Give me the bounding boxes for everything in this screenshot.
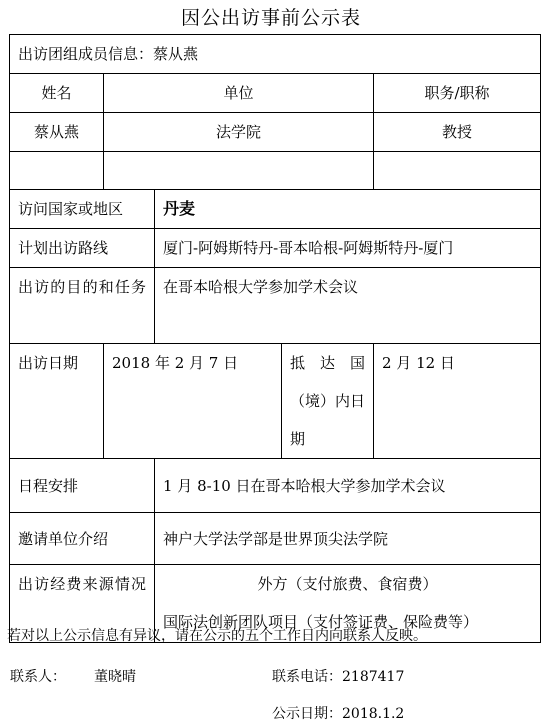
member-unit: 法学院 <box>104 113 374 152</box>
empty-member-row <box>10 152 541 190</box>
empty-cell <box>374 152 541 190</box>
empty-cell <box>104 152 374 190</box>
objection-note: 若对以上公示信息有异议，请在公示的五个工作日内向联系人反映。 <box>7 628 427 644</box>
country-value: 丹麦 <box>155 190 541 229</box>
funding-value-2: 国际法创新团队项目（支付签证费、保险费等） <box>163 613 479 631</box>
member-name: 蔡从燕 <box>10 113 104 152</box>
schedule-label: 日程安排 <box>10 459 155 513</box>
route-value: 厦门-阿姆斯特丹-哥本哈根-阿姆斯特丹-厦门 <box>155 229 541 268</box>
route-row <box>10 229 541 268</box>
header-name: 姓名 <box>10 74 104 113</box>
date-value: 2018 年 2 月 7 日 <box>104 344 282 459</box>
funding-value-1: 外方（支付旅费、食宿费） <box>257 575 438 593</box>
purpose-row <box>10 268 541 344</box>
header-row <box>10 74 541 113</box>
member-row <box>10 113 541 152</box>
return-label: 抵达国（境）内日期 <box>282 344 374 459</box>
schedule-value: 1 月 8-10 日在哥本哈根大学参加学术会议 <box>155 459 541 513</box>
purpose-value: 在哥本哈根大学参加学术会议 <box>155 268 541 344</box>
contact-label: 联系人： <box>10 669 66 685</box>
contact-phone: 联系电话：2187417 <box>272 669 405 685</box>
country-label: 访问国家或地区 <box>10 190 155 229</box>
header-post: 职务/职称 <box>374 74 541 113</box>
members-row <box>10 35 541 74</box>
country-row <box>10 190 541 229</box>
member-post: 教授 <box>374 113 541 152</box>
purpose-label: 出访的目的和任务 <box>10 268 155 344</box>
header-unit: 单位 <box>104 74 374 113</box>
contact-person <box>10 666 136 686</box>
publish-date: 公示日期：2018.1.2 <box>272 706 405 722</box>
inviter-row <box>10 513 541 565</box>
date-label: 出访日期 <box>10 344 104 459</box>
page-title: 因公出访事前公示表 <box>180 7 361 29</box>
funding-label: 出访经费来源情况 <box>10 565 155 643</box>
disclosure-form-table <box>9 34 541 643</box>
members-line: 出访团组成员信息：蔡从燕 <box>10 35 541 74</box>
contact-name: 董晓晴 <box>94 669 136 685</box>
inviter-label: 邀请单位介绍 <box>10 513 155 565</box>
date-row <box>10 344 541 459</box>
empty-cell <box>10 152 104 190</box>
route-label: 计划出访路线 <box>10 229 155 268</box>
inviter-value: 神户大学法学部是世界顶尖法学院 <box>155 513 541 565</box>
schedule-row <box>10 459 541 513</box>
return-value: 2 月 12 日 <box>374 344 541 459</box>
